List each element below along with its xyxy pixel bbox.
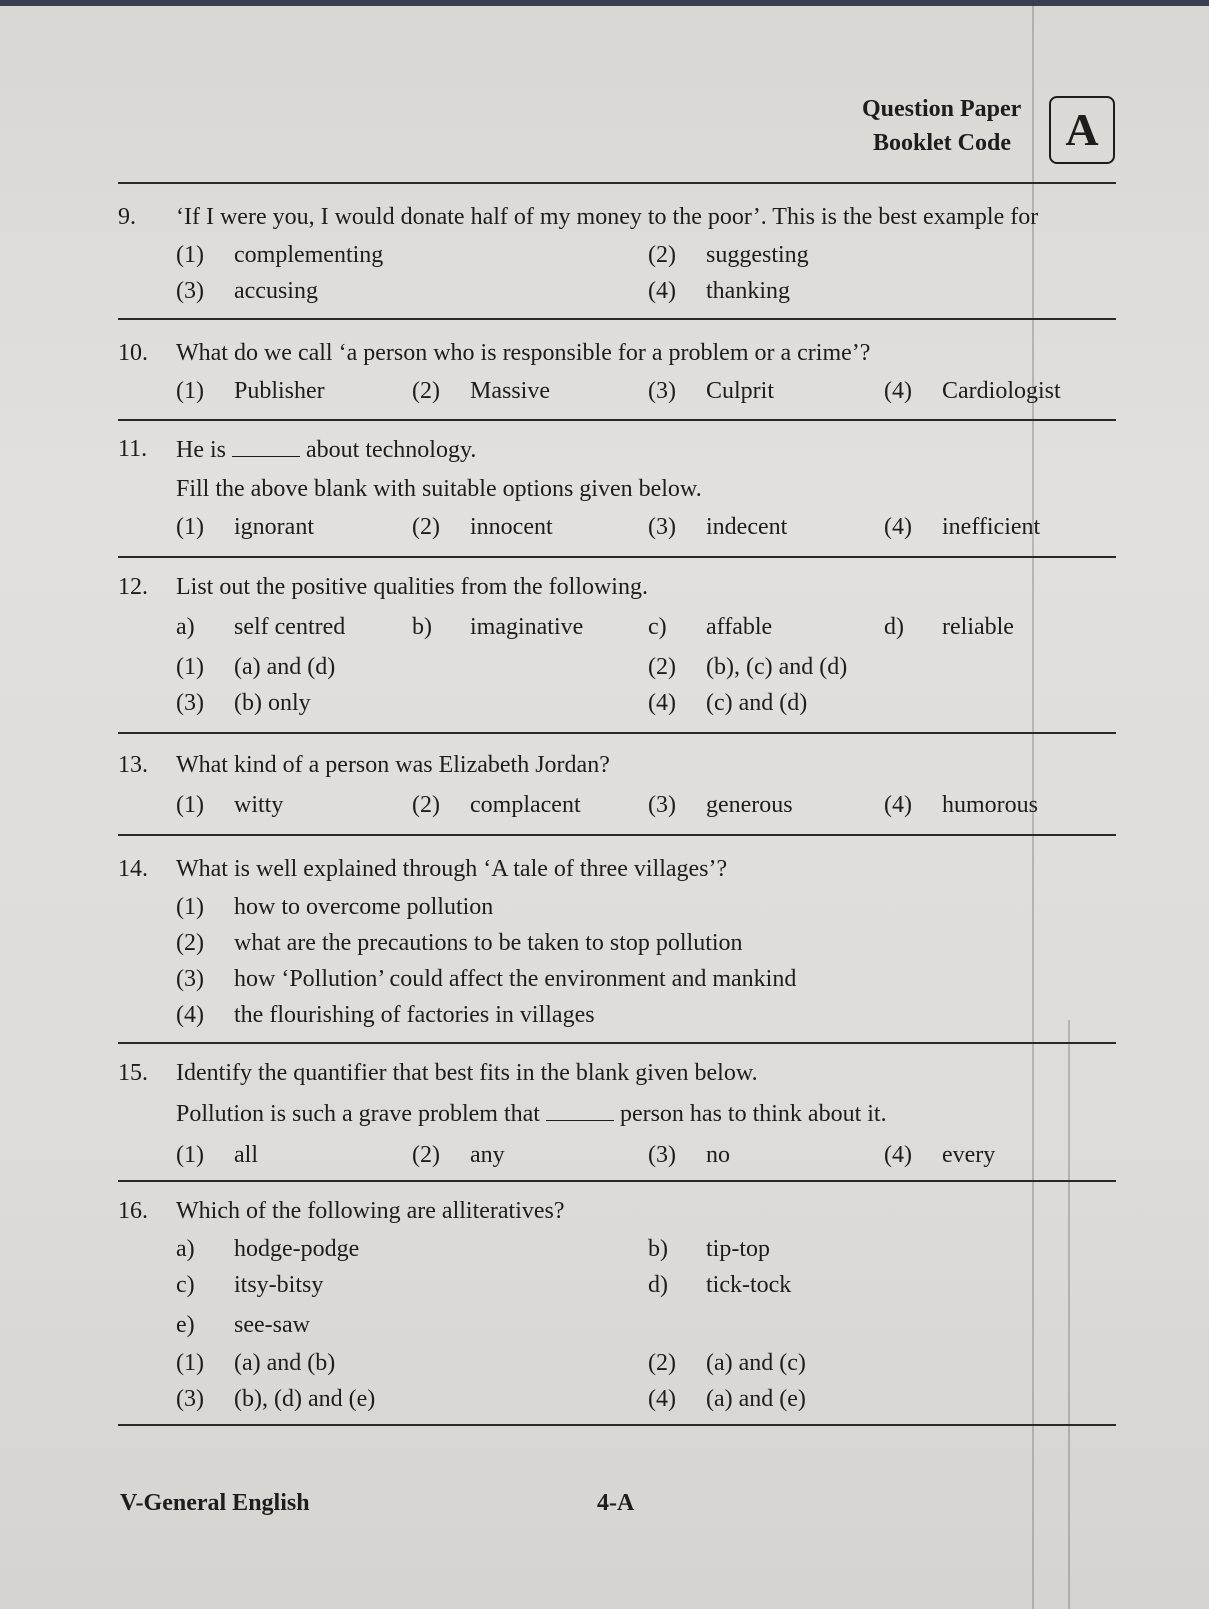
option: (3) (b), (d) and (e) xyxy=(176,1386,376,1412)
option: (1) Publisher xyxy=(176,378,325,404)
scan-edge xyxy=(0,0,1209,6)
question-stem: What is well explained through ‘A tale of three villages’? xyxy=(176,856,728,882)
option: (3) indecent xyxy=(648,514,788,540)
option: (3) Culprit xyxy=(648,378,775,404)
question-stem: What do we call ‘a person who is responsible for a problem or a crime’? xyxy=(176,340,871,366)
question-number: 10. xyxy=(118,340,148,366)
divider xyxy=(118,1424,1116,1426)
option: (1) all xyxy=(176,1142,258,1168)
option: (4) thanking xyxy=(648,278,790,304)
divider xyxy=(118,419,1116,421)
answer-blank xyxy=(232,436,300,457)
booklet-code-label-line1: Question Paper xyxy=(862,96,1022,122)
divider xyxy=(118,732,1116,734)
option: (1) (a) and (b) xyxy=(176,1350,336,1376)
booklet-code-label-line2: Booklet Code xyxy=(873,130,1011,156)
list-item: b) tip-top xyxy=(648,1236,770,1262)
question-stem: He is about technology. xyxy=(176,437,477,463)
option: (2) Massive xyxy=(412,378,550,404)
option: (4) every xyxy=(884,1142,996,1168)
option: (3) accusing xyxy=(176,278,318,304)
divider xyxy=(118,182,1116,184)
question-number: 9. xyxy=(118,204,136,230)
question-number: 14. xyxy=(118,856,148,882)
option: (3) (b) only xyxy=(176,690,311,716)
list-item: b) imaginative xyxy=(412,614,584,640)
option: (4) humorous xyxy=(884,792,1038,818)
list-item: a) self centred xyxy=(176,614,346,640)
option: (4) (a) and (e) xyxy=(648,1386,806,1412)
question-number: 11. xyxy=(118,436,148,462)
option: (3) generous xyxy=(648,792,793,818)
list-item: e) see-saw xyxy=(176,1312,310,1338)
option: (2) (b), (c) and (d) xyxy=(648,654,848,680)
booklet-code-letter: A xyxy=(1049,96,1115,164)
answer-blank xyxy=(546,1100,614,1121)
question-stem: ‘If I were you, I would donate half of my money to the poor’. This is the best example for xyxy=(176,204,1039,230)
fold-line xyxy=(1068,1020,1070,1609)
list-item: c) affable xyxy=(648,614,773,640)
question-number: 15. xyxy=(118,1060,148,1086)
question-stem: Which of the following are alliteratives? xyxy=(176,1198,565,1224)
divider xyxy=(118,1180,1116,1182)
footer-subject: V-General English xyxy=(120,1490,310,1516)
option: (1) witty xyxy=(176,792,284,818)
option: (2) complacent xyxy=(412,792,581,818)
option: (1) (a) and (d) xyxy=(176,654,336,680)
question-stem: List out the positive qualities from the following. xyxy=(176,574,648,600)
divider xyxy=(118,556,1116,558)
option: (2) suggesting xyxy=(648,242,809,268)
divider xyxy=(118,318,1116,320)
list-item: c) itsy-bitsy xyxy=(176,1272,324,1298)
question-number: 13. xyxy=(118,752,148,778)
option: (2) (a) and (c) xyxy=(648,1350,806,1376)
question-number: 16. xyxy=(118,1198,148,1224)
divider xyxy=(118,1042,1116,1044)
divider xyxy=(118,834,1116,836)
option: (4) Cardiologist xyxy=(884,378,1061,404)
option: (3) no xyxy=(648,1142,730,1168)
option: (1) complementing xyxy=(176,242,384,268)
option: (4) the flourishing of factories in villages xyxy=(176,1002,595,1028)
option: (4) (c) and (d) xyxy=(648,690,808,716)
list-item: d) tick-tock xyxy=(648,1272,792,1298)
option: (4) inefficient xyxy=(884,514,1041,540)
list-item: a) hodge-podge xyxy=(176,1236,360,1262)
footer-page-number: 4-A xyxy=(597,1490,635,1516)
booklet-code-label xyxy=(862,92,1042,160)
option: (1) how to overcome pollution xyxy=(176,894,494,920)
option: (2) what are the precautions to be taken to stop pollution xyxy=(176,930,743,956)
option: (1) ignorant xyxy=(176,514,314,540)
question-number: 12. xyxy=(118,574,148,600)
option: (2) any xyxy=(412,1142,505,1168)
list-item: d) reliable xyxy=(884,614,1014,640)
exam-page: Question Paper Booklet Code A 9. ‘If I were you, I would donate half of my money to the poor’. This is the best example for (1) complementing (2) suggesting (3) accusing (4) thanking 10. What do we call ‘a person who is responsible for a problem or a crime’? (1) Publisher (2) Massive (3) Culprit (4) Cardiologist 11. He is about technology. Fill the above blank with suitable options given below. (1) ignorant (2) innocent (3) indecent (4) inefficient 12. List out the positive qualities from the following. a) self centred b) imaginative c) affable d) reliable (1) (a) and (d) (2) (b), (c) and (d) (3) (b) only (4) (c) and (d) 13. What kind of a person was Elizabeth Jordan? (1) witty (2) complacent (3) generous (4) humorous 14. What is well explained through ‘A tale of three villages’? (1) how to overcome pollution (2) what are the precautions to be taken to stop pollution (3) how ‘Pollution’ could affect the environment and mankind (4) the flourishing of factories in villages 15. Identify the quantifier that best fits in the blank given below. Pollution is such a grave problem that person has to think about it. (1) all (2) any (3) no (4) every 16. Which of the following are alliteratives? a) hodge-podge b) tip-top c) itsy-bitsy d) tick-tock e) see-saw (1) (a) and (b) (2) (a) and (c) (3) (b), (d) and (e) (4) (a) and (e) V-General English 4-A xyxy=(0,0,1209,1609)
question-stem: Identify the quantifier that best fits in the blank given below. xyxy=(176,1060,758,1086)
question-stem: What kind of a person was Elizabeth Jordan? xyxy=(176,752,610,778)
option: (3) how ‘Pollution’ could affect the environment and mankind xyxy=(176,966,797,992)
option: (2) innocent xyxy=(412,514,553,540)
